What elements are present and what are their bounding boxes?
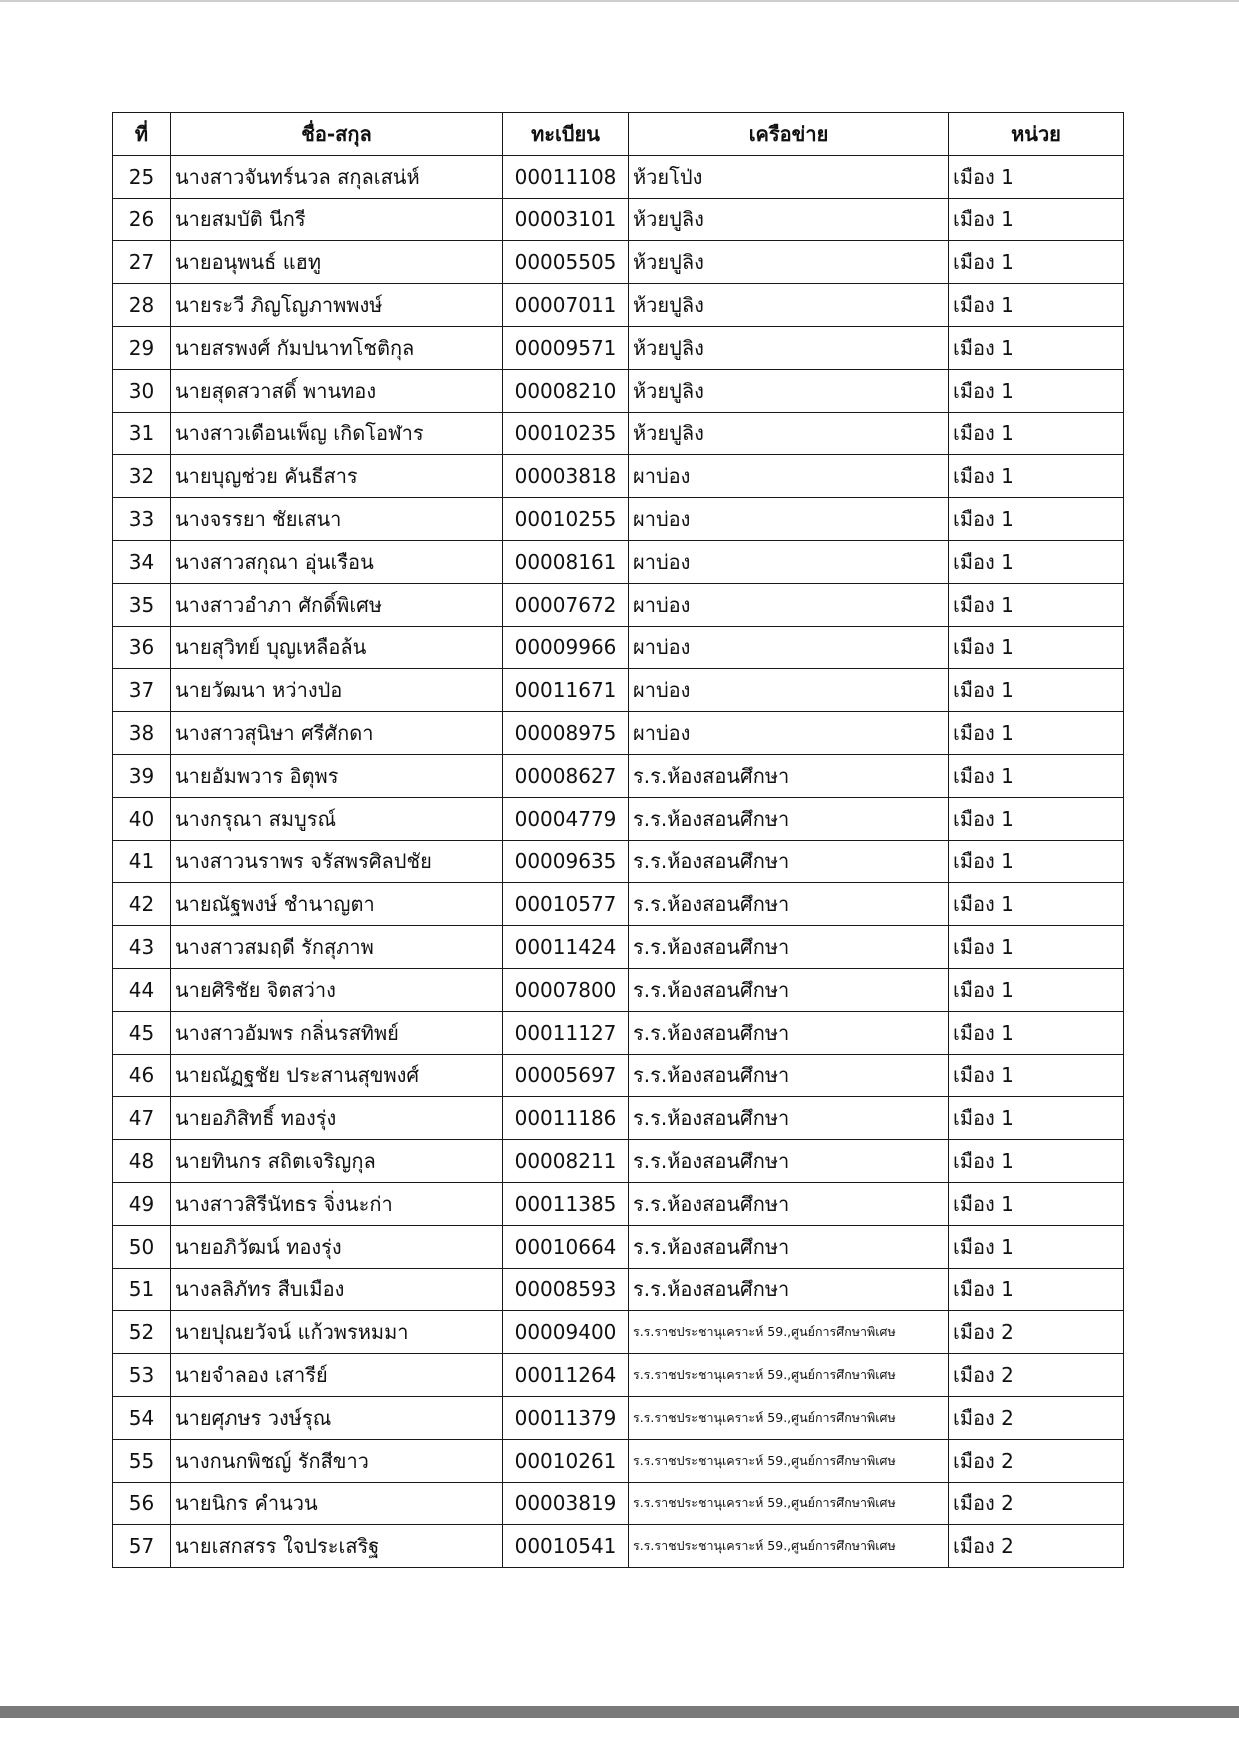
network-name: ผาบ่อง [629,455,949,498]
unit-name: เมือง 1 [949,1225,1124,1268]
registration-number: 00008211 [503,1140,629,1183]
network-name: ร.ร.ห้องสอนศึกษา [629,1097,949,1140]
unit-name: เมือง 1 [949,968,1124,1011]
table-row [113,712,1124,755]
unit-name: เมือง 1 [949,1054,1124,1097]
full-name: นายเสกสรร ใจประเสริฐ [171,1525,503,1568]
registration-number: 00008210 [503,369,629,412]
full-name: นายสุวิทย์ บุญเหลือล้น [171,626,503,669]
full-name: นายอัมพวาร อิตุพร [171,754,503,797]
network-name: ผาบ่อง [629,498,949,541]
unit-name: เมือง 2 [949,1439,1124,1482]
unit-name: เมือง 1 [949,1140,1124,1183]
network-name: ผาบ่อง [629,583,949,626]
network-name: ร.ร.ราชประชานุเคราะห์ 59.,ศูนย์การศึกษาพิเศษ [629,1439,949,1482]
row-number: 33 [113,498,171,541]
row-number: 52 [113,1311,171,1354]
full-name: นายนิกร คำนวน [171,1482,503,1525]
network-name: ผาบ่อง [629,540,949,583]
row-number: 40 [113,797,171,840]
table-row [113,1140,1124,1183]
network-name: ห้วยปูลิง [629,326,949,369]
full-name: นางสาวนราพร จรัสพรศิลปชัย [171,840,503,883]
network-name: ร.ร.ห้องสอนศึกษา [629,1182,949,1225]
unit-name: เมือง 1 [949,1182,1124,1225]
row-number: 32 [113,455,171,498]
network-name: ร.ร.ราชประชานุเคราะห์ 59.,ศูนย์การศึกษาพิเศษ [629,1311,949,1354]
row-number: 47 [113,1097,171,1140]
row-number: 34 [113,540,171,583]
full-name: นางกรุณา สมบูรณ์ [171,797,503,840]
network-name: ผาบ่อง [629,669,949,712]
registration-number: 00011379 [503,1396,629,1439]
full-name: นายสุดสวาสดิ์ พานทอง [171,369,503,412]
row-number: 54 [113,1396,171,1439]
registration-number: 00010235 [503,412,629,455]
table-row [113,241,1124,284]
registration-number: 00009571 [503,326,629,369]
registration-number: 00011108 [503,155,629,198]
row-number: 50 [113,1225,171,1268]
row-number: 55 [113,1439,171,1482]
scan-top-edge [0,0,1239,2]
table-row [113,1525,1124,1568]
unit-name: เมือง 1 [949,198,1124,241]
scan-bottom-band [0,1706,1239,1718]
full-name: นายศิริชัย จิตสว่าง [171,968,503,1011]
unit-name: เมือง 1 [949,712,1124,755]
row-number: 41 [113,840,171,883]
row-number: 30 [113,369,171,412]
row-number: 27 [113,241,171,284]
row-number: 38 [113,712,171,755]
registration-number: 00003818 [503,455,629,498]
table-row [113,583,1124,626]
unit-name: เมือง 1 [949,797,1124,840]
unit-name: เมือง 1 [949,583,1124,626]
full-name: นางสาวสกุณา อุ่นเรือน [171,540,503,583]
unit-name: เมือง 1 [949,540,1124,583]
full-name: นายระวี ภิญโญภาพพงษ์ [171,284,503,327]
unit-name: เมือง 1 [949,1268,1124,1311]
table-row [113,1439,1124,1482]
table-row [113,1311,1124,1354]
row-number: 35 [113,583,171,626]
unit-name: เมือง 1 [949,284,1124,327]
registration-number: 00010255 [503,498,629,541]
row-number: 28 [113,284,171,327]
row-number: 48 [113,1140,171,1183]
network-name: ห้วยปูลิง [629,198,949,241]
network-name: ผาบ่อง [629,626,949,669]
registration-number: 00008627 [503,754,629,797]
registration-number: 00011127 [503,1011,629,1054]
registration-number: 00010664 [503,1225,629,1268]
table-row [113,1011,1124,1054]
row-number: 36 [113,626,171,669]
network-name: ห้วยปูลิง [629,241,949,284]
registration-number: 00010261 [503,1439,629,1482]
registration-number: 00011186 [503,1097,629,1140]
unit-name: เมือง 2 [949,1482,1124,1525]
registration-number: 00010541 [503,1525,629,1568]
unit-name: เมือง 2 [949,1525,1124,1568]
full-name: นายบุญช่วย คันธีสาร [171,455,503,498]
row-number: 43 [113,926,171,969]
network-name: ร.ร.ห้องสอนศึกษา [629,883,949,926]
table-row [113,669,1124,712]
registration-number: 00009400 [503,1311,629,1354]
unit-name: เมือง 1 [949,455,1124,498]
table-row [113,926,1124,969]
full-name: นายปุณยวัจน์ แก้วพรหมมา [171,1311,503,1354]
network-name: ร.ร.ห้องสอนศึกษา [629,1011,949,1054]
registration-number: 00011671 [503,669,629,712]
row-number: 46 [113,1054,171,1097]
table-row [113,883,1124,926]
table-row [113,1396,1124,1439]
full-name: นางกนกพิชญ์ รักสีขาว [171,1439,503,1482]
unit-name: เมือง 2 [949,1311,1124,1354]
registration-number: 00007011 [503,284,629,327]
registration-number: 00003101 [503,198,629,241]
unit-name: เมือง 1 [949,1097,1124,1140]
registration-number: 00008161 [503,540,629,583]
table-row [113,1097,1124,1140]
network-name: ห้วยปูลิง [629,412,949,455]
table-row [113,198,1124,241]
network-name: ห้วยปูลิง [629,284,949,327]
table-row [113,369,1124,412]
full-name: นางสาวสุนิษา ศรีศักดา [171,712,503,755]
network-name: ร.ร.ห้องสอนศึกษา [629,754,949,797]
table-row [113,540,1124,583]
full-name: นางสาวเดือนเพ็ญ เกิดโอฬาร [171,412,503,455]
network-name: ร.ร.ห้องสอนศึกษา [629,1140,949,1183]
full-name: นายสรพงศ์ กัมปนาทโชติกุล [171,326,503,369]
unit-name: เมือง 1 [949,1011,1124,1054]
header-registration: ทะเบียน [503,113,629,156]
full-name: นายสมบัติ นีกรี [171,198,503,241]
roster-table [112,112,1124,1568]
unit-name: เมือง 1 [949,883,1124,926]
registration-number: 00005505 [503,241,629,284]
table-row [113,840,1124,883]
table-row [113,1354,1124,1397]
full-name: นางสาวจันทร์นวล สกุลเสน่ห์ [171,155,503,198]
row-number: 31 [113,412,171,455]
table-row [113,284,1124,327]
full-name: นายทินกร สถิตเจริญกุล [171,1140,503,1183]
unit-name: เมือง 1 [949,412,1124,455]
unit-name: เมือง 2 [949,1354,1124,1397]
registration-number: 00005697 [503,1054,629,1097]
unit-name: เมือง 1 [949,840,1124,883]
table-row [113,155,1124,198]
unit-name: เมือง 1 [949,155,1124,198]
full-name: นายจำลอง เสารีย์ [171,1354,503,1397]
row-number: 26 [113,198,171,241]
header-row [113,113,1124,156]
network-name: ร.ร.ห้องสอนศึกษา [629,1268,949,1311]
network-name: ร.ร.ราชประชานุเคราะห์ 59.,ศูนย์การศึกษาพิเศษ [629,1482,949,1525]
header-network: เครือข่าย [629,113,949,156]
network-name: ผาบ่อง [629,712,949,755]
registration-number: 00011424 [503,926,629,969]
network-name: ร.ร.ห้องสอนศึกษา [629,926,949,969]
table-row [113,1054,1124,1097]
registration-number: 00011385 [503,1182,629,1225]
full-name: นางสาวสมฤดี รักสุภาพ [171,926,503,969]
roster-body [113,155,1124,1567]
row-number: 49 [113,1182,171,1225]
unit-name: เมือง 1 [949,369,1124,412]
network-name: ห้วยปูลิง [629,369,949,412]
unit-name: เมือง 1 [949,498,1124,541]
network-name: ร.ร.ราชประชานุเคราะห์ 59.,ศูนย์การศึกษาพิเศษ [629,1525,949,1568]
table-row [113,754,1124,797]
header-unit: หน่วย [949,113,1124,156]
full-name: นายวัฒนา หว่างป่อ [171,669,503,712]
registration-number: 00008593 [503,1268,629,1311]
registration-number: 00009635 [503,840,629,883]
table-row [113,797,1124,840]
network-name: ร.ร.ห้องสอนศึกษา [629,968,949,1011]
table-row [113,326,1124,369]
row-number: 44 [113,968,171,1011]
row-number: 37 [113,669,171,712]
unit-name: เมือง 1 [949,241,1124,284]
table-row [113,1182,1124,1225]
unit-name: เมือง 1 [949,669,1124,712]
unit-name: เมือง 1 [949,626,1124,669]
row-number: 51 [113,1268,171,1311]
registration-number: 00007800 [503,968,629,1011]
full-name: นางสาวอัมพร กลิ่นรสทิพย์ [171,1011,503,1054]
table-row [113,455,1124,498]
table-row [113,1225,1124,1268]
table-row [113,498,1124,541]
registration-number: 00011264 [503,1354,629,1397]
network-name: ร.ร.ราชประชานุเคราะห์ 59.,ศูนย์การศึกษาพิเศษ [629,1396,949,1439]
unit-name: เมือง 1 [949,926,1124,969]
full-name: นายอนุพนธ์ แฮทู [171,241,503,284]
registration-number: 00003819 [503,1482,629,1525]
network-name: ร.ร.ห้องสอนศึกษา [629,1054,949,1097]
row-number: 42 [113,883,171,926]
row-number: 39 [113,754,171,797]
unit-name: เมือง 2 [949,1396,1124,1439]
full-name: นายศุภษร วงษ์รุณ [171,1396,503,1439]
registration-number: 00007672 [503,583,629,626]
row-number: 57 [113,1525,171,1568]
network-name: ห้วยโป่ง [629,155,949,198]
registration-number: 00008975 [503,712,629,755]
full-name: นางสาวสิรีนัทธร จิ่งนะก่า [171,1182,503,1225]
registration-number: 00009966 [503,626,629,669]
table-row [113,1482,1124,1525]
row-number: 25 [113,155,171,198]
registration-number: 00004779 [503,797,629,840]
full-name: นายณัฏฐชัย ประสานสุขพงศ์ [171,1054,503,1097]
row-number: 45 [113,1011,171,1054]
header-name: ชื่อ-สกุล [171,113,503,156]
unit-name: เมือง 1 [949,754,1124,797]
full-name: นางจรรยา ชัยเสนา [171,498,503,541]
network-name: ร.ร.ราชประชานุเคราะห์ 59.,ศูนย์การศึกษาพิเศษ [629,1354,949,1397]
full-name: นางสาวอำภา ศักดิ์พิเศษ [171,583,503,626]
registration-number: 00010577 [503,883,629,926]
full-name: นายอภิสิทธิ์ ทองรุ่ง [171,1097,503,1140]
table-row [113,1268,1124,1311]
full-name: นายอภิวัฒน์ ทองรุ่ง [171,1225,503,1268]
network-name: ร.ร.ห้องสอนศึกษา [629,1225,949,1268]
row-number: 53 [113,1354,171,1397]
full-name: นางลลิภัทร สืบเมือง [171,1268,503,1311]
table-row [113,412,1124,455]
network-name: ร.ร.ห้องสอนศึกษา [629,840,949,883]
full-name: นายณัฐพงษ์ ชำนาญตา [171,883,503,926]
network-name: ร.ร.ห้องสอนศึกษา [629,797,949,840]
row-number: 56 [113,1482,171,1525]
row-number: 29 [113,326,171,369]
table-row [113,968,1124,1011]
table-row [113,626,1124,669]
unit-name: เมือง 1 [949,326,1124,369]
header-no: ที่ [113,113,171,156]
